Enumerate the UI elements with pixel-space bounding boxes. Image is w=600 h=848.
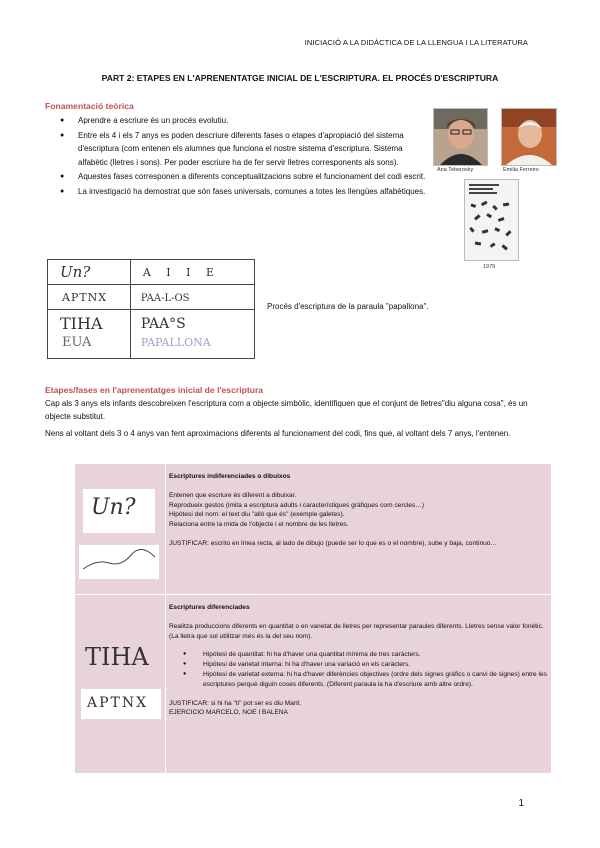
- sample-cell: [130, 285, 254, 310]
- table-row: [75, 464, 551, 594]
- portrait-ferreiro: [501, 108, 557, 166]
- theory-bullet: ● Aprendre a escriure és un procés evolutiu.: [60, 114, 430, 128]
- sample-text: TIHA: [60, 314, 103, 333]
- sample-cell: [130, 260, 254, 285]
- stage-description: [167, 464, 549, 549]
- sample-cell: [48, 310, 131, 359]
- sample-cell: [130, 310, 254, 359]
- table-row: [48, 310, 255, 359]
- hypothesis-item: ● Hipòtesi de varietat interna: hi ha d'haver una variació en els caràcters.: [169, 660, 549, 670]
- running-header: INICIACIÓ A LA DIDÀCTICA DE LA LLENGUA I LA LITERATURA: [304, 38, 528, 47]
- sample-image: [83, 489, 155, 533]
- book-cover-image: [465, 180, 518, 260]
- sample-text: Un?: [60, 262, 91, 281]
- writing-samples-table: [47, 259, 255, 359]
- sample-text: A I I E: [142, 266, 220, 279]
- table-row: [48, 260, 255, 285]
- sample-text: Un?: [91, 495, 136, 520]
- stage-line: Hipòtesi del nom: el text diu "allò que és" (exemple galetes).: [169, 511, 345, 519]
- portrait-teberosky-image: [434, 109, 487, 165]
- page-number: 1: [518, 798, 524, 809]
- stage-line: Reprodueix gestos (imita a escriptura adults i característiques gràfiques com cercles…): [169, 501, 425, 509]
- sample-image: [81, 689, 161, 719]
- sample-text: APTNX: [62, 291, 108, 304]
- stage-note: EJERCICIO MARCELO, NOE I BALENA: [169, 709, 289, 717]
- stage-note: JUSTIFICAR: escrito en línea recta, al lado de dibujo (puede ser lo que es o el nombre), sube y baja, continuo…: [169, 539, 498, 547]
- stages-paragraph: Nens al voltant dels 3 o 4 anys van fent aproximacions diferents al funcionament del codi, fins que, al voltant dels 7 anys, l'entenen.: [45, 429, 511, 438]
- stages-paragraph: Cap als 3 anys els infants descobreixen l'escriptura com a objecte simbòlic, identifiquen que el conjunt de lletres"diu alguna cosa", és un objecte substitut.: [45, 399, 528, 421]
- caption-teberosky: Ana Teberosky: [437, 167, 474, 173]
- page-title: PART 2: ETAPES EN L'APRENENTATGE INICIAL DE L'ESCRIPTURA. EL PROCÉS D'ESCRIPTURA: [101, 73, 499, 83]
- sample-text: TIHA: [85, 643, 149, 671]
- process-caption: Procés d'escriptura de la paraula "papallona".: [267, 302, 429, 311]
- stage-intro: Realitza produccions diferents en quantitat o en varietat de lletres per representar paraules diferents. Lletres sense valor fonètic. (La lletra que sol utilitzar més és la del seu nom).: [169, 622, 544, 640]
- sample-cell: [48, 260, 131, 285]
- sample-text: PAA°S: [140, 316, 186, 332]
- sample-text: PAA-L-OS: [140, 293, 190, 304]
- sample-cell: [48, 285, 131, 310]
- stage-heading: Escriptures diferenciades: [169, 604, 250, 611]
- sample-text: APTNX: [87, 695, 149, 711]
- table-row: [75, 595, 551, 773]
- sample-image-cell: [75, 595, 166, 773]
- stage-note: JUSTIFICAR: si hi ha "ti" pot ser es diu Martí.: [169, 699, 302, 707]
- stage-line: Relaciona entre la mida de l'objecte i el nombre de les lletres.: [169, 521, 349, 529]
- table-row: [48, 285, 255, 310]
- stage-heading: Escriptures indiferenciades o dibuixos: [169, 473, 291, 480]
- portrait-teberosky: [433, 108, 488, 166]
- hypothesis-item: ● Hipòtesi de quantitat: hi ha d'haver una quantitat mínima de tres caràcters.: [169, 650, 549, 660]
- theory-bullet-list: [60, 114, 430, 199]
- hypothesis-list: [169, 650, 549, 689]
- sample-image-cell: [75, 464, 166, 594]
- section-heading-theory: Fonamentació teòrica: [45, 101, 134, 111]
- theory-bullet: ● Aquestes fases corresponen a diferents conceptualitzacions sobre el funcionament del codi escrit.: [60, 170, 430, 184]
- stage-description: [167, 595, 549, 718]
- portrait-ferreiro-image: [502, 109, 556, 165]
- sample-text: PAPALLONA: [140, 336, 211, 349]
- caption-book-year: 1979: [483, 264, 496, 270]
- book-cover: [464, 179, 519, 261]
- sample-text: EUA: [62, 335, 92, 350]
- theory-bullet: ● Entre els 4 i els 7 anys es poden descriure diferents fases o etapes d'apropiació del sistema d'escriptura (com entenen els alumnes que funciona el nostre sistema d'escriptura. Sistema alfabètic (lletres i sons). Per poder escriure ha de fer servir lletres corresponents als sons).: [60, 129, 430, 170]
- sample-image: [79, 545, 159, 579]
- section-heading-stages: Etapes/fases en l'aprenentatges inicial de l'escriptura: [45, 385, 264, 395]
- caption-ferreiro: Emilia Ferreiro: [503, 167, 539, 173]
- scribble-line-image: [79, 545, 159, 579]
- stage-line: Entenen que escriure és diferent a dibuixar.: [169, 491, 297, 499]
- theory-bullet: ● La investigació ha demostrat que són fases universals, comunes a totes les llengües alfabètiques.: [60, 185, 430, 199]
- hypothesis-item: ● Hipòtesi de varietat externa: hi ha d'haver diferències objectives (ordre dels signes gràfics o canvi de signes) entre les escriptures perquè diguin coses diferents. (Diferent paraula la ha d'escriure amb altre ordre).: [169, 670, 549, 690]
